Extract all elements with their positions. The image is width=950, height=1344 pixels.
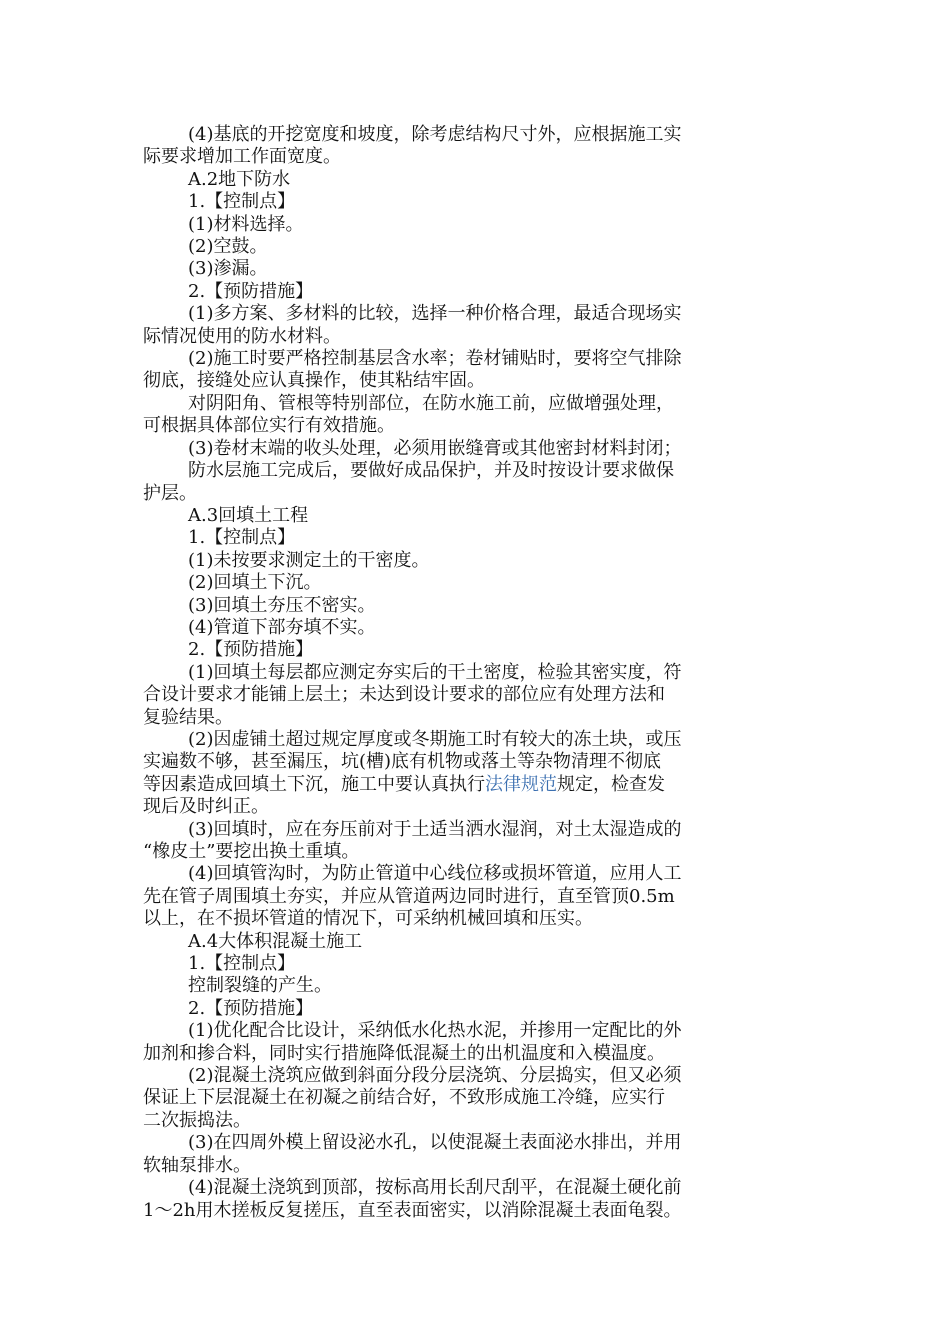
document-page [143, 124, 805, 1222]
text-line-content: 护层。 [143, 482, 197, 504]
text-line-content: 1.【控制点】 [188, 191, 296, 213]
text-line-content: (4)混凝土浇筑到顶部，按标高用长刮尺刮平，在混凝土硬化前 [188, 1177, 682, 1199]
text-line [143, 370, 805, 392]
text-line [143, 774, 805, 796]
text-line-content: (4)回填管沟时，为防止管道中心线位移或损坏管道，应用人工 [188, 863, 682, 885]
text-line-content: 2.【预防措施】 [188, 280, 314, 302]
text-line [143, 505, 805, 527]
text-line-content: A.2地下防水 [188, 168, 291, 190]
text-line [143, 1132, 805, 1154]
text-line-content: (2)空鼓。 [188, 236, 268, 258]
text-line [143, 348, 805, 370]
text-line-content: 控制裂缝的产生。 [188, 975, 332, 997]
text-line-content: 复验结果。 [143, 706, 233, 728]
text-line [143, 303, 805, 325]
text-line-content: 现后及时纠正。 [143, 796, 269, 818]
text-line [143, 953, 805, 975]
text-line [143, 393, 805, 415]
text-line [143, 124, 805, 146]
text-line-content: 2.【预防措施】 [188, 639, 314, 661]
text-line [143, 841, 805, 863]
text-line [143, 191, 805, 213]
text-line-content: (3)渗漏。 [188, 258, 268, 280]
text-line [143, 1110, 805, 1132]
text-line [143, 1020, 805, 1042]
text-line-content: (2)施工时要严格控制基层含水率；卷材铺贴时，要将空气排除 [188, 348, 682, 370]
text-line [143, 729, 805, 751]
text-line [143, 438, 805, 460]
text-line [143, 236, 805, 258]
text-line-content: 可根据具体部位实行有效措施。 [143, 415, 395, 437]
text-line-content: 二次振捣法。 [143, 1109, 251, 1131]
text-line-content: (2)混凝土浇筑应做到斜面分段分层浇筑、分层捣实，但又必须 [188, 1065, 682, 1087]
text-line-content: (1)多方案、多材料的比较，选择一种价格合理，最适合现场实 [188, 303, 682, 325]
text-line [143, 1087, 805, 1109]
text-line-content: 1.【控制点】 [188, 953, 296, 975]
text-line-content: (3)在四周外模上留设泌水孔，以使混凝土表面泌水排出，并用 [188, 1132, 682, 1154]
text-line-content: 2.【预防措施】 [188, 997, 314, 1019]
text-line [143, 796, 805, 818]
text-line-content: (3)回填时，应在夯压前对于土适当洒水湿润，对土太湿造成的 [188, 818, 682, 840]
text-line-content: 防水层施工完成后，要做好成品保护，并及时按设计要求做保 [188, 460, 674, 482]
text-line [143, 1177, 805, 1199]
text-line [143, 527, 805, 549]
text-line-content: A.3回填土工程 [188, 504, 309, 526]
text-line-content: (3)回填土夯压不密实。 [188, 594, 376, 616]
text-line [143, 908, 805, 930]
text-line-content: (1)材料选择。 [188, 213, 304, 235]
text-line [143, 214, 805, 236]
text-line-content: (1)优化配合比设计，采纳低水化热水泥，并掺用一定配比的外 [188, 1020, 682, 1042]
text-line [143, 639, 805, 661]
text-line [143, 1065, 805, 1087]
text-line [143, 169, 805, 191]
text-line-content: 加剂和掺合料，同时实行措施降低混凝土的出机温度和入模温度。 [143, 1042, 665, 1064]
text-line-content: (4)基底的开挖宽度和坡度，除考虑结构尺寸外，应根据施工实 [188, 124, 682, 145]
text-line-content: “橡皮土”要挖出换土重填。 [143, 841, 360, 862]
text-line-content: 合设计要求才能铺上层土；未达到设计要求的部位应有处理方法和 [143, 684, 665, 706]
text-line [143, 1200, 805, 1222]
text-line-content: (1)回填土每层都应测定夯实后的干土密度，检验其密实度，符 [188, 661, 682, 683]
text-line [143, 415, 805, 437]
text-line-content: 以上，在不损坏管道的情况下，可采纳机械回填和压实。 [143, 908, 593, 930]
text-line-content: (3)卷材末端的收头处理，必须用嵌缝膏或其他密封材料封闭； [188, 437, 682, 459]
text-line [143, 751, 805, 773]
text-line [143, 572, 805, 594]
text-line [143, 550, 805, 572]
text-line-content: (1)未按要求测定土的干密度。 [188, 549, 430, 571]
text-line-content: 1.【控制点】 [188, 527, 296, 549]
text-line [143, 931, 805, 953]
text-line [143, 662, 805, 684]
text-line [143, 707, 805, 729]
law-regulation-link[interactable]: 法律规范 [485, 773, 557, 795]
text-line [143, 326, 805, 348]
text-line [143, 483, 805, 505]
text-line [143, 1043, 805, 1065]
text-line [143, 819, 805, 841]
text-line-content: 先在管子周围填土夯实，并应从管道两边同时进行，直至管顶0.5m [143, 885, 675, 907]
text-line-content: (2)因虚铺土超过规定厚度或冬期施工时有较大的冻土块，或压 [188, 728, 682, 750]
text-line [143, 460, 805, 482]
text-line-content: A.4大体积混凝土施工 [188, 930, 363, 952]
text-line [143, 975, 805, 997]
text-line-content: 彻底，接缝处应认真操作，使其粘结牢固。 [143, 370, 485, 392]
text-line [143, 258, 805, 280]
text-line [143, 886, 805, 908]
text-line-content: 际情况使用的防水材料。 [143, 325, 341, 347]
text-line [143, 617, 805, 639]
text-line [143, 1155, 805, 1177]
text-line [143, 998, 805, 1020]
text-line-content: 保证上下层混凝土在初凝之前结合好，不致形成施工冷缝，应实行 [143, 1087, 665, 1109]
text-line-content: (2)回填土下沉。 [188, 572, 322, 594]
text-line-content: 实遍数不够，甚至漏压，坑(槽)底有机物或落土等杂物清理不彻底 [143, 751, 662, 773]
text-line [143, 595, 805, 617]
text-line-content-after-link: 规定，检查发 [557, 773, 665, 795]
text-line [143, 281, 805, 303]
text-line-content: 对阴阳角、管根等特别部位，在防水施工前，应做增强处理， [188, 392, 674, 414]
text-line [143, 684, 805, 706]
text-line-content: 等因素造成回填土下沉，施工中要认真执行 [143, 773, 485, 795]
text-line-content: 际要求增加工作面宽度。 [143, 146, 341, 168]
text-line [143, 146, 805, 168]
text-line-content: 1～2h用木搓板反复搓压，直至表面密实，以消除混凝土表面龟裂。 [143, 1199, 682, 1221]
text-line [143, 863, 805, 885]
text-line-content: 软轴泵排水。 [143, 1154, 251, 1176]
text-line-content: (4)管道下部夯填不实。 [188, 616, 376, 638]
